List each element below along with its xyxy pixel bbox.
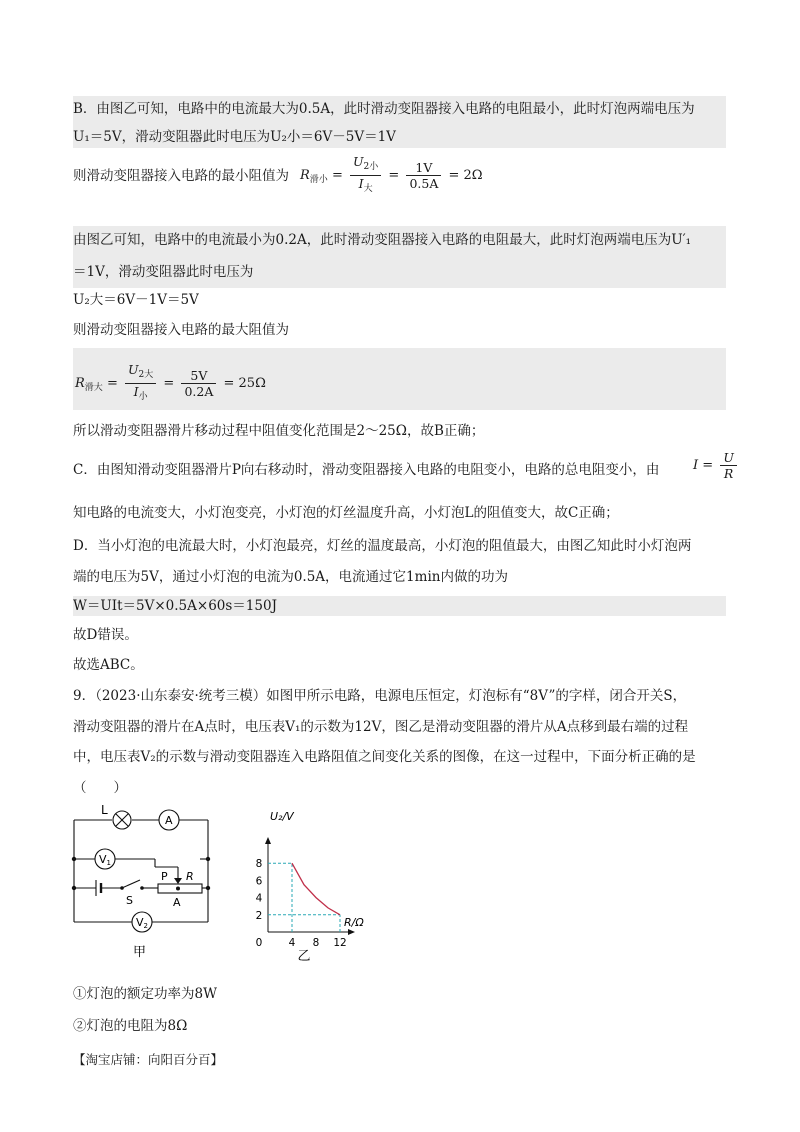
- sol-d-line3: W＝UIt＝5V×0.5A×60s＝150J: [73, 598, 277, 614]
- x-axis-label: R/Ω: [344, 916, 364, 929]
- voltage-resistance-graph: [250, 808, 370, 963]
- ohm-num: U: [720, 450, 737, 466]
- equation-min-resistance: $R_{滑小}$ = $\frac{U_{2小}}{I_大}$ = $\frac{1V}{0.5A}$ = 2Ω: [300, 154, 483, 194]
- eq-min-lhs: R: [300, 168, 310, 183]
- caption-jia: 甲: [133, 945, 147, 960]
- ohm-den: R: [723, 466, 734, 481]
- sol-b-line5: ＝1V，滑动变阻器此时电压为: [73, 264, 254, 280]
- y-tick-2: 2: [255, 909, 263, 922]
- x-tick-0: 0: [255, 937, 263, 949]
- sol-b-line1: B．由图乙可知，电路中的电流最大为0.5A，此时滑动变阻器接入电路的电阻最小，此时灯泡两端电压为: [73, 101, 695, 117]
- q9-line4: （ ）: [73, 780, 127, 796]
- x-tick-8: 8: [312, 937, 320, 949]
- x-tick-4: 4: [288, 937, 296, 949]
- sol-b-line3: 则滑动变阻器接入电路的最小阻值为: [73, 168, 289, 184]
- eq-max-num-sub: 2大: [138, 370, 154, 380]
- sol-b-line6: U₂大＝6V－1V＝5V: [73, 292, 199, 308]
- eq-min-den2: 0.5A: [409, 176, 439, 191]
- sol-b-line7: 则滑动变阻器接入电路的最大阻值为: [73, 322, 289, 338]
- sol-d-line2: 端的电压为5V，通过小灯泡的电流为0.5A，电流通过它1min内做的功为: [73, 569, 508, 585]
- y-axis-label: U₂/V: [270, 810, 294, 823]
- x-tick-12: 12: [333, 937, 347, 949]
- label-L: L: [101, 804, 108, 817]
- q9-line1: 9．（2023·山东泰安·统考三模）如图甲所示电路，电源电压恒定，灯泡标有“8V”的字样，闭合开关S，: [73, 688, 687, 704]
- q9-option-1: ①灯泡的额定功率为8W: [73, 986, 217, 1002]
- equation-max-resistance: $R_{滑大}$ = $\frac{U_{2大}}{I_小}$ = $\frac{5V}{0.2A}$ = 25Ω: [75, 362, 266, 402]
- eq-max-den-sub: 小: [138, 392, 148, 402]
- y-tick-6: 6: [255, 875, 263, 888]
- eq-max-den2: 0.2A: [184, 384, 214, 399]
- curve-series: [292, 863, 340, 915]
- label-point-A: A: [173, 896, 181, 909]
- y-tick-4: 4: [255, 892, 263, 905]
- q9-option-2: ②灯泡的电阻为8Ω: [73, 1018, 188, 1034]
- eq-min-lhs-sub: 滑小: [309, 175, 328, 185]
- label-V1: V1: [99, 853, 111, 867]
- sol-c-line1: C．由图知滑动变阻器滑片P向右移动时，滑动变阻器接入电路的电阻变小，电路的总电阻变小，由: [73, 462, 660, 478]
- x-axis-arrow: [348, 929, 355, 935]
- label-S: S: [126, 894, 133, 907]
- caption-yi: 乙: [297, 949, 311, 963]
- eq-max-num2: 5V: [181, 368, 216, 384]
- label-P: P: [161, 870, 168, 883]
- eq-max-result: = 25Ω: [223, 376, 266, 391]
- q9-line2: 滑动变阻器的滑片在A点时，电压表V₁的示数为12V，图乙是滑动变阻器的滑片从A点移到最右端的过程: [73, 719, 689, 735]
- eq-min-num-sub: 2小: [363, 162, 379, 172]
- sol-d-line1: D．当小灯泡的电流最大时，小灯泡最亮，灯丝的温度最高，小灯泡的阻值最大，由图乙知此时小灯泡两: [73, 538, 692, 554]
- eq-min-num: U: [353, 154, 364, 169]
- eq-max-den: I: [133, 384, 139, 399]
- ohms-law-formula: I = $\frac{U}{R}$: [693, 450, 740, 481]
- sol-b-conclusion: 所以滑动变阻器滑片移动过程中阻值变化范围是2～25Ω，故B正确；: [73, 423, 485, 439]
- eq-min-result: = 2Ω: [448, 168, 483, 183]
- circuit-diagram: [70, 804, 220, 964]
- ohm-lhs: I: [693, 458, 699, 473]
- sol-c-line2: 知电路的电流变大，小灯泡变亮，小灯泡的灯丝温度升高，小灯泡L的阻值变大，故C正确；: [73, 505, 619, 521]
- sol-b-line4: 由图乙可知，电路中的电流最小为0.2A，此时滑动变阻器接入电路的电阻最大，此时灯泡两端电压为U′₁: [73, 232, 692, 248]
- label-ammeter: A: [165, 814, 173, 827]
- sol-answer: 故选ABC。: [73, 657, 144, 673]
- label-R: R: [186, 870, 194, 883]
- label-V2: V2: [136, 916, 148, 930]
- sol-b-line2: U₁＝5V，滑动变阻器此时电压为U₂小＝6V－5V＝1V: [73, 129, 396, 145]
- eq-min-den: I: [358, 176, 364, 191]
- y-tick-8: 8: [255, 858, 263, 871]
- sol-d-line4: 故D错误。: [73, 627, 138, 643]
- eq-max-lhs-sub: 滑大: [84, 383, 103, 393]
- eq-min-num2: 1V: [406, 160, 441, 176]
- eq-max-lhs: R: [75, 376, 85, 391]
- q9-line3: 中，电压表V₂的示数与滑动变阻器连入电路阻值之间变化关系的图像，在这一过程中，下面分析正确的是: [73, 749, 696, 765]
- eq-min-den-sub: 大: [363, 184, 373, 194]
- eq-max-num: U: [128, 362, 139, 377]
- shop-footer: 【淘宝店铺：向阳百分百】: [73, 1052, 224, 1067]
- y-axis-arrow: [265, 837, 271, 844]
